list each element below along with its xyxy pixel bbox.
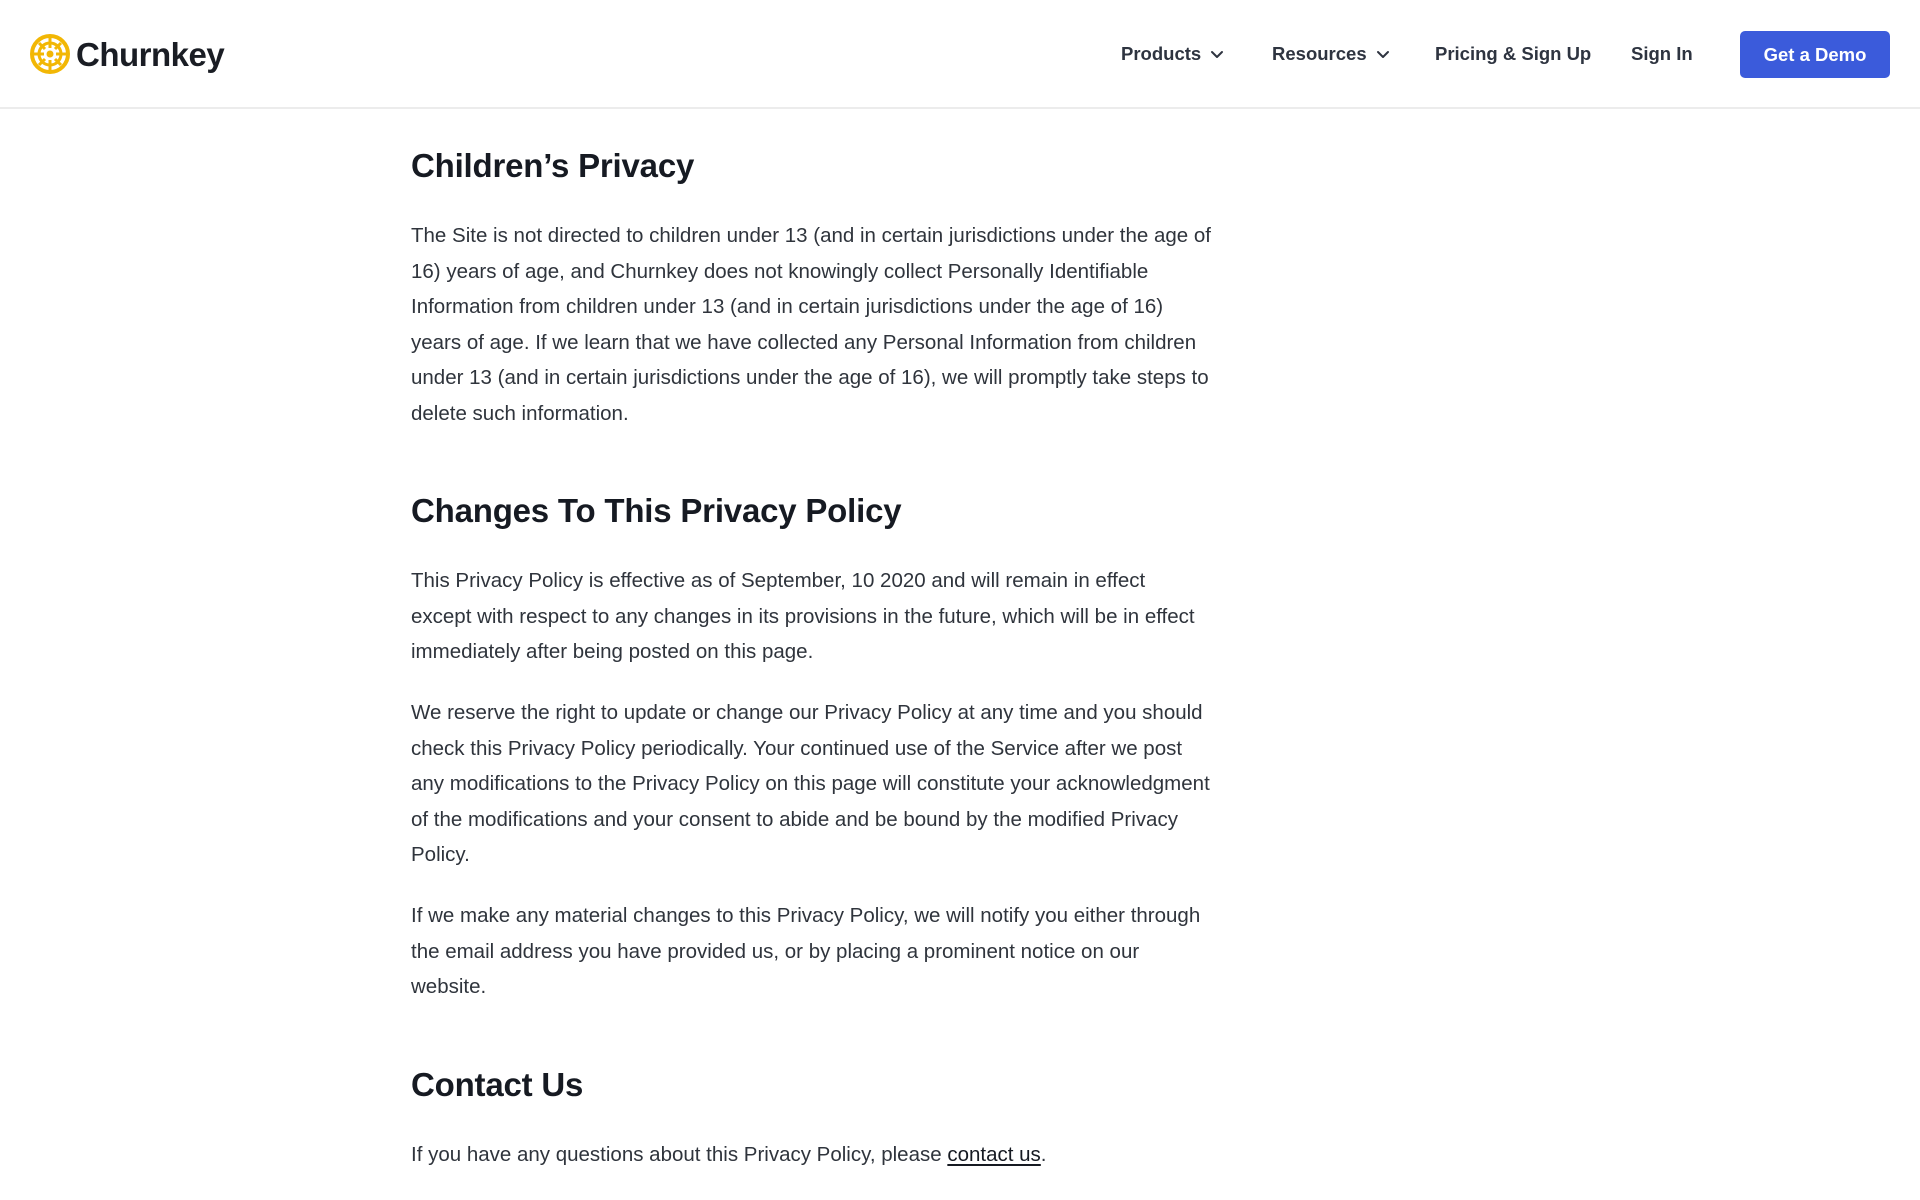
- paragraph-effective-date: This Privacy Policy is effective as of September, 10 2020 and will remain in effect except with respect to any changes in its provisions in the future, which will be in effect immediately after being posted on this page.: [411, 569, 1195, 663]
- nav-products[interactable]: [1121, 43, 1225, 65]
- nav-resources-label: Resources: [1272, 42, 1367, 64]
- paragraph-childrens-privacy: The Site is not directed to children under 13 (and in certain jurisdictions under the age of 16) years of age, and Churnkey does not knowingly collect Personally Identifiable Information from children under 13 (and in certain jurisdictions under the age of 16) years of age. If we learn that we have collected any Personal Information from children under 13 (and in certain jurisdictions under the age of 16), we will promptly take steps to delete such information.: [411, 224, 1211, 425]
- chevron-down-icon: [1209, 46, 1225, 62]
- section-heading-contact-us: Contact Us: [411, 1066, 584, 1103]
- paragraph-reserve-right: We reserve the right to update or change our Privacy Policy at any time and you should check this Privacy Policy periodically. Your continued use of the Service after we post any modifications to the Privacy Policy on this page will constitute your acknowledgment of the modifications and your consent to abide and be bound by the modified Privacy Policy.: [411, 701, 1210, 866]
- contact-us-link[interactable]: contact us: [947, 1143, 1041, 1166]
- paragraph-material-changes: If we make any material changes to this Privacy Policy, we will notify you either through the email address you have provided us, or by placing a prominent notice on our website.: [411, 904, 1201, 998]
- nav-pricing-sign-up[interactable]: Pricing & Sign Up: [1435, 42, 1592, 64]
- site-header: [0, 0, 1920, 109]
- nav-sign-in[interactable]: Sign In: [1631, 42, 1693, 64]
- contact-text-end: .: [1040, 1143, 1047, 1166]
- paragraph-contact: [411, 1137, 1211, 1173]
- brand-logo-link[interactable]: [30, 33, 224, 75]
- nav-products-label: Products: [1121, 42, 1202, 64]
- chevron-down-icon: [1375, 46, 1391, 62]
- section-heading-childrens-privacy: Children’s Privacy: [411, 147, 695, 184]
- contact-text: If you have any questions about this Privacy Policy, please: [411, 1143, 948, 1166]
- nav-resources[interactable]: [1272, 43, 1391, 65]
- section-heading-changes: Changes To This Privacy Policy: [411, 492, 902, 529]
- churnkey-logo-icon: [30, 34, 70, 74]
- get-demo-button[interactable]: Get a Demo: [1740, 31, 1890, 78]
- brand-name: Churnkey: [76, 35, 225, 73]
